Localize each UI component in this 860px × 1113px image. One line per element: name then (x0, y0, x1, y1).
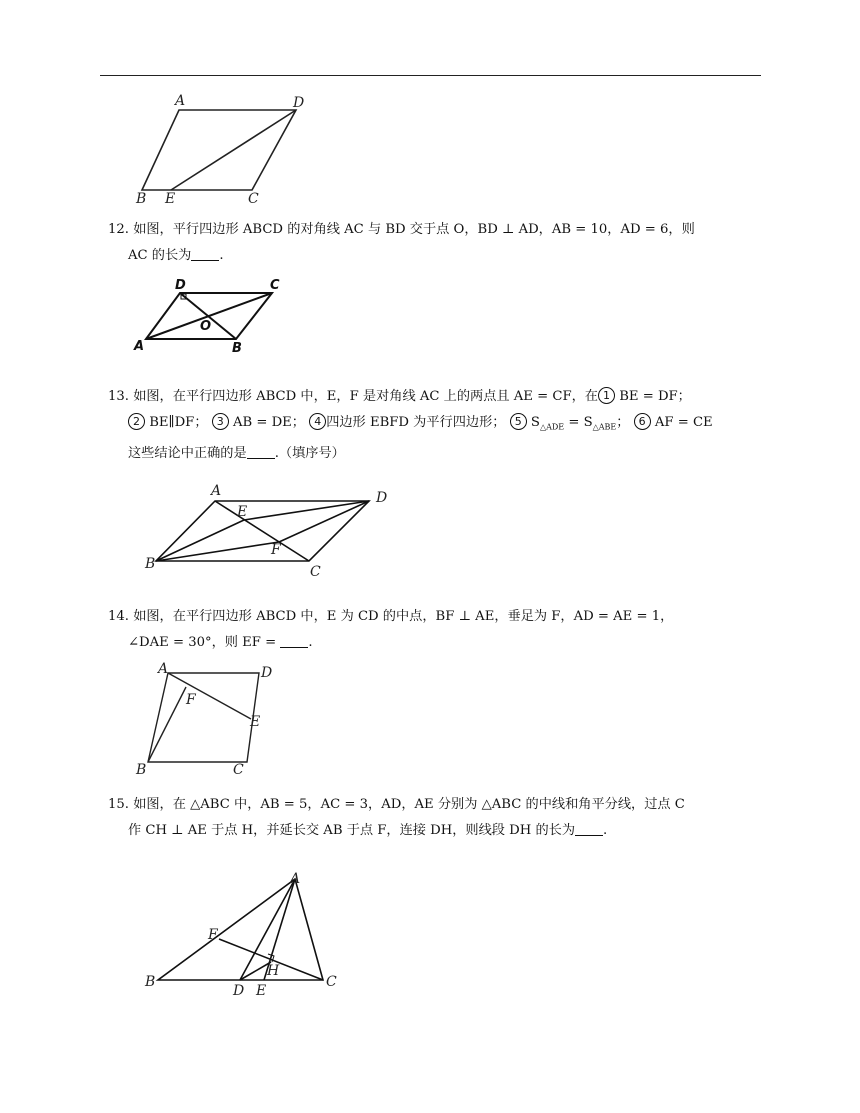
label-b: B (145, 974, 156, 990)
option-5-text: $S_{\triangle ADE} = S_{\triangle ABE}$； (530, 415, 630, 432)
question-text: 如图，在平行四边形 ABCD 中，E 为 CD 的中点，BF ⊥ AE，垂足为 F，AD = AE = 1， (133, 609, 674, 624)
label-f: F (208, 927, 218, 943)
question-text: 如图，在 △ABC 中，AB = 5，AC = 3，AD，AE 分别为 △ABC 的中线和角平分线，过点 C (133, 797, 685, 812)
answer-blank[interactable] (280, 633, 308, 648)
label-b: B (145, 556, 156, 572)
label-a: A (290, 871, 301, 887)
answer-blank[interactable] (247, 444, 275, 459)
label-c: C (310, 564, 321, 580)
question-text: .（填序号） (274, 445, 345, 461)
label-b: B (232, 341, 242, 356)
option-3-text: AB = DE； (232, 415, 305, 430)
figure-q15 (140, 865, 350, 1000)
question-text: AC 的长为 (128, 248, 192, 263)
question-13-line-1 (108, 384, 762, 410)
header-rule (100, 75, 761, 76)
label-c: C (326, 974, 337, 990)
circled-number-3: 3 (212, 413, 229, 430)
option-2-text: BE∥DF； (149, 415, 208, 430)
question-text: . (603, 823, 608, 838)
question-number: 12. (108, 222, 129, 237)
label-h: H (267, 963, 280, 979)
question-13 (108, 384, 762, 467)
figure-q12 (130, 276, 300, 361)
parallelogram-abcd (148, 673, 259, 762)
triangle-abc (158, 879, 323, 980)
label-f: F (271, 542, 281, 558)
question-14-line-1 (108, 604, 762, 630)
question-text: 如图，平行四边形 ABCD 的对角线 AC 与 BD 交于点 O，BD ⊥ AD，AB = 10，AD = 6，则 (133, 222, 695, 237)
circled-number-6: 6 (634, 413, 651, 430)
label-c: C (248, 191, 259, 207)
question-15-line-1 (108, 792, 762, 818)
question-text: ∠DAE = 30°，则 EF = (128, 635, 277, 650)
segment-de (171, 110, 296, 190)
label-a: A (175, 93, 186, 109)
segment-ed (244, 501, 369, 520)
label-e: E (237, 504, 248, 520)
label-b: B (136, 762, 147, 778)
question-15 (108, 792, 762, 844)
label-d: D (376, 490, 388, 506)
question-number: 14. (108, 609, 129, 624)
question-text: 这些结论中正确的是 (128, 445, 247, 461)
circled-number-5: 5 (510, 413, 527, 430)
question-12-line-1 (108, 217, 762, 243)
option-1-text: BE = DF； (619, 389, 691, 404)
label-a: A (134, 339, 145, 354)
question-text: . (219, 248, 224, 263)
label-c: C (270, 278, 280, 293)
segment-bf (148, 687, 186, 762)
question-13-line-2 (108, 410, 762, 441)
figure-q14 (130, 660, 280, 780)
label-d: D (261, 665, 273, 681)
question-13-line-3 (108, 441, 762, 467)
circled-number-4: 4 (309, 413, 326, 430)
question-text: 如图，在平行四边形 ABCD 中，E，F 是对角线 AC 上的两点且 AE = CF，在 (133, 389, 598, 404)
label-d: D (293, 95, 305, 111)
question-12 (108, 217, 762, 269)
question-number: 15. (108, 797, 129, 812)
circled-number-2: 2 (128, 413, 145, 430)
label-d: D (233, 983, 245, 999)
label-e: E (165, 191, 176, 207)
question-15-line-2 (108, 818, 762, 844)
answer-blank[interactable] (191, 246, 219, 261)
segment-ae (168, 673, 251, 719)
figure-q11 (130, 90, 320, 210)
label-d: D (175, 278, 186, 293)
label-a: A (211, 483, 222, 499)
label-e: E (250, 714, 261, 730)
label-o: O (200, 319, 212, 334)
label-c: C (233, 762, 244, 778)
answer-blank[interactable] (575, 821, 603, 836)
question-14 (108, 604, 762, 656)
diagonal-ac (215, 501, 309, 561)
label-e: E (256, 983, 267, 999)
segment-bf (156, 542, 279, 561)
label-b: B (136, 191, 147, 207)
parallelogram-abcd (142, 110, 296, 190)
label-f: F (186, 692, 196, 708)
option-4-text: 四边形 EBFD 为平行四边形； (326, 415, 506, 430)
question-14-line-2 (108, 630, 762, 656)
label-a: A (158, 661, 169, 677)
figure-q13 (140, 480, 400, 580)
option-6-text: AF = CE (654, 415, 713, 430)
question-text: 作 CH ⊥ AE 于点 H，并延长交 AB 于点 F，连接 DH，则线段 DH 的长为 (128, 823, 576, 838)
question-12-line-2 (108, 243, 762, 269)
question-number: 13. (108, 389, 129, 404)
question-text: . (308, 635, 313, 650)
circled-number-1: 1 (598, 387, 615, 404)
